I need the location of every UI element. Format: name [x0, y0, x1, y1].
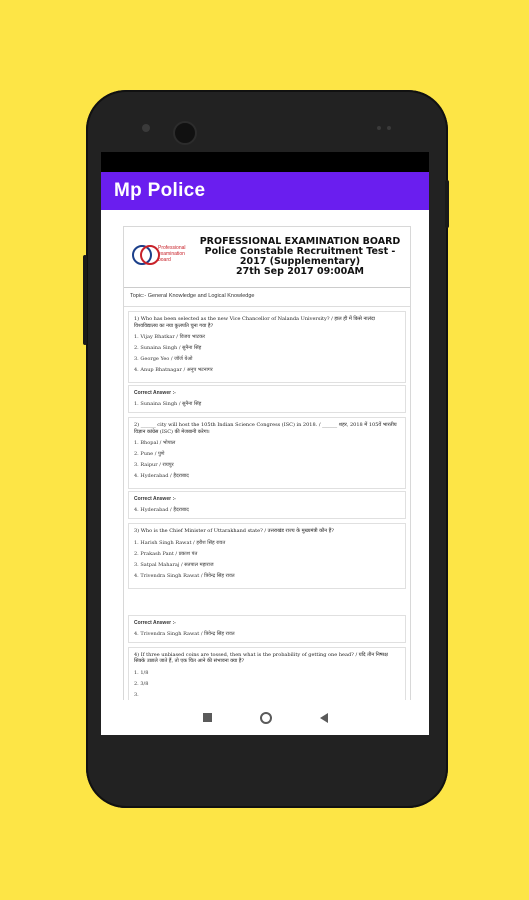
option: 1. Bhopal / भोपाल	[134, 440, 176, 446]
power-button	[83, 255, 87, 345]
recents-icon[interactable]	[203, 713, 212, 722]
option: 2. Pune / पुणे	[134, 451, 165, 457]
page-break	[124, 589, 410, 613]
paper-header	[124, 227, 410, 288]
question-text: 3) Who is the Chief Minister of Uttarakhand state? / उत्तराखंड राज्य के मुख्यमंत्री कौन हैं?	[134, 528, 334, 534]
option: 3. George Yeo / जॉर्ज येओ	[134, 356, 193, 362]
option: 2. 3/8	[134, 680, 149, 687]
sensor-dot	[377, 126, 381, 130]
test-date: 27th Sep 2017 09:00AM	[235, 266, 365, 277]
front-camera	[142, 124, 150, 132]
option: 1. 1/8	[134, 669, 149, 676]
volume-button	[445, 180, 449, 228]
question-block	[128, 523, 406, 589]
option: 2. Sunaina Singh / सुनैना सिंह	[134, 345, 202, 351]
question-text: 4) If three unbiased coins are tossed, then what is the probability of getting one head? / यदि तीन निष्पक्ष सिक्के उछाले जाते हैं, तो एक चित आने की संभावना क्या है?	[134, 651, 388, 664]
answer-label: Correct Answer :-	[134, 390, 176, 396]
pdf-viewer[interactable]	[101, 210, 429, 700]
question-text: 2) ______ city will host the 105th Indian Science Congress (ISC) in 2018. / ______ शहर, 2018 में 105वें भारतीय विज्ञान कांग्रेस (ISC) की मेजबानी करेगा।	[134, 422, 397, 435]
question-block	[128, 417, 406, 489]
peb-logo: Professional examination board	[130, 237, 190, 277]
option: 4. Anup Bhatnagar / अनूप भटनागर	[134, 367, 213, 373]
option: 4. Trivendra Singh Rawat / त्रिवेन्द्र सिंह रावत	[134, 572, 235, 579]
option: 3. Satpal Maharaj / सतपाल महाराज	[134, 561, 214, 568]
home-icon[interactable]	[260, 712, 272, 724]
earpiece	[173, 121, 197, 145]
question-block	[128, 311, 406, 383]
android-nav-bar	[101, 700, 429, 735]
answer-block	[128, 615, 406, 643]
test-name: Police Constable Recruitment Test - 2017 (Supplementary)	[204, 246, 396, 267]
paper-title	[190, 237, 410, 277]
topic-line: Topic:- General Knowledge and Logical Knowledge	[124, 288, 410, 307]
option: 4. Hyderabad / हैदराबाद	[134, 473, 189, 479]
back-icon[interactable]	[320, 713, 328, 723]
app-title: Mp Police	[114, 180, 206, 201]
answer-value: 1. Sunaina Singh / सुनैना सिंह	[134, 401, 202, 407]
question-text: 1) Who has been selected as the new Vice Chancellor of Nalanda University? / हाल ही में किसे नालंदा विश्वविद्यालय का नया कुलपति चुना गया है?	[134, 316, 375, 329]
option: 3. Raipur / रायपुर	[134, 462, 174, 468]
exam-paper	[123, 226, 411, 700]
answer-label: Correct Answer :-	[134, 619, 176, 626]
answer-block	[128, 491, 406, 519]
option: 1. Harish Singh Rawat / हरीश सिंह रावत	[134, 539, 226, 546]
sensor-dot	[387, 126, 391, 130]
question-block	[128, 647, 406, 701]
option: 1. Vijay Bhatkar / विजय भाटकर	[134, 334, 206, 340]
device-screen	[101, 152, 429, 735]
org-name: PROFESSIONAL EXAMINATION BOARD	[199, 236, 401, 247]
option: 3.	[134, 691, 139, 698]
status-bar	[101, 152, 429, 172]
option: 2. Prakash Pant / प्रकाश पंत	[134, 550, 198, 557]
answer-value: 4. Trivendra Singh Rawat / त्रिवेन्द्र सिंह रावत	[134, 630, 235, 637]
app-bar	[101, 172, 429, 210]
answer-value: 4. Hyderabad / हैदराबाद	[134, 507, 189, 513]
answer-label: Correct Answer :-	[134, 496, 176, 502]
answer-block	[128, 385, 406, 413]
